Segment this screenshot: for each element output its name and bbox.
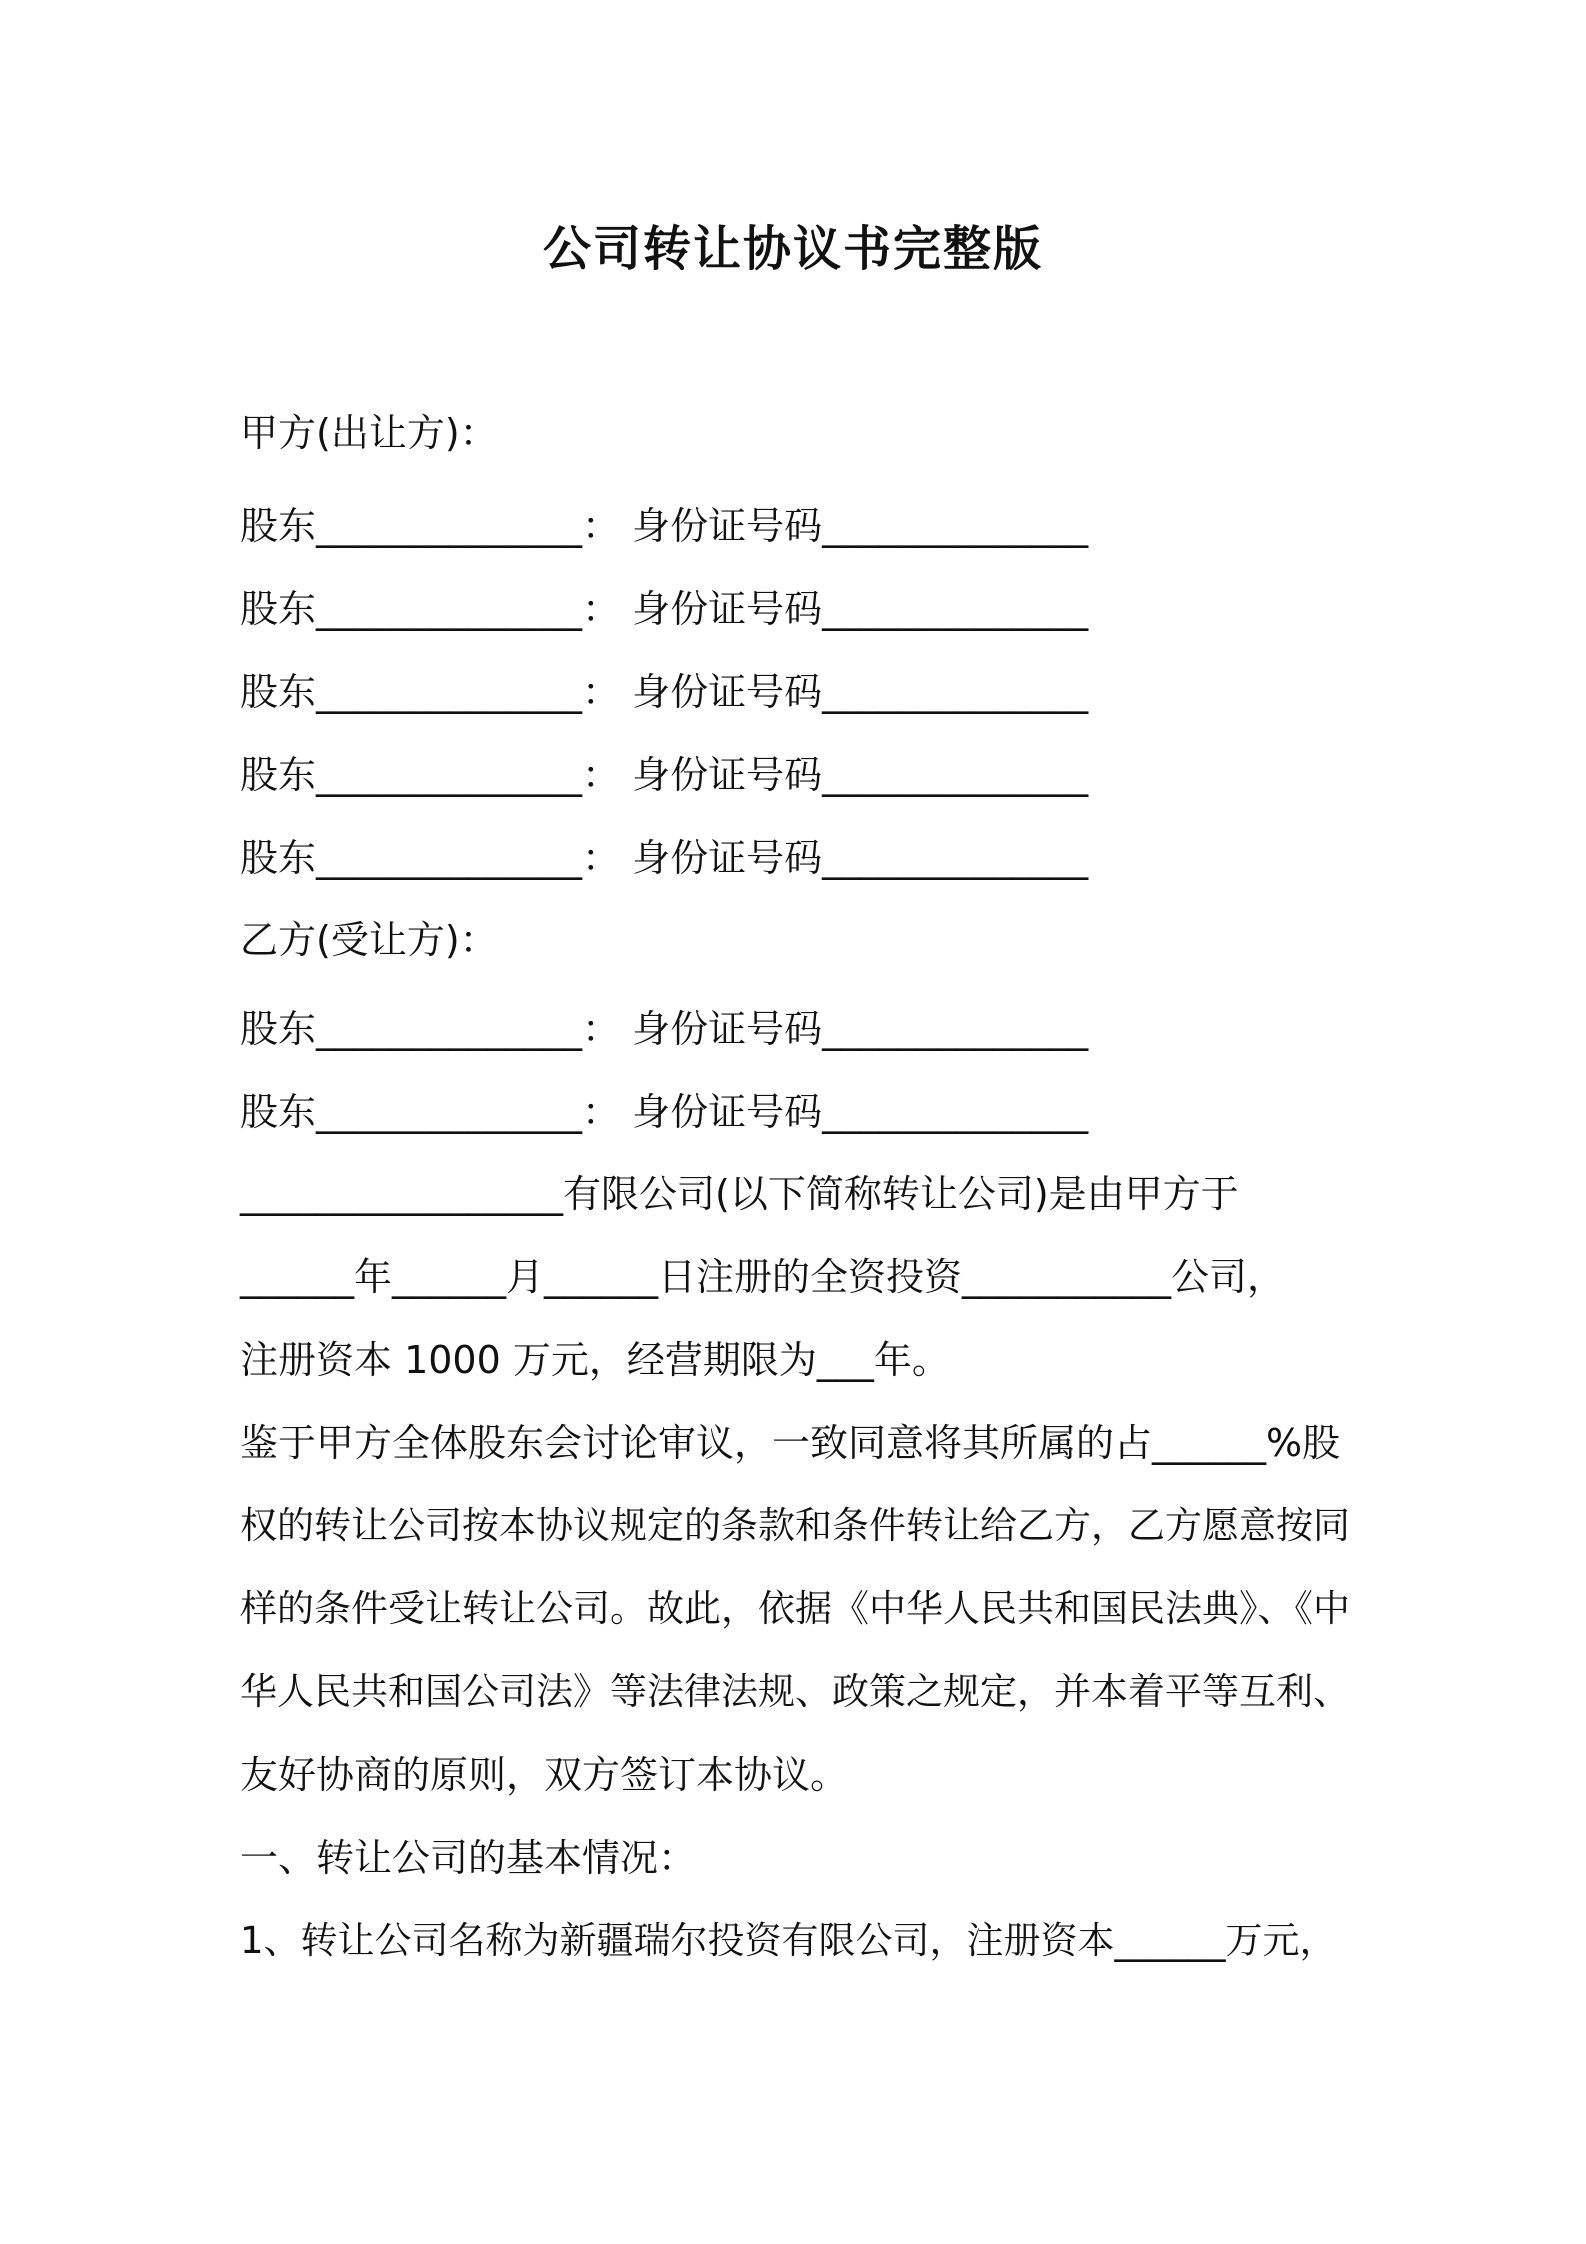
company-info-line: _________________有限公司(以下简称转让公司)是由甲方于: [240, 1172, 1239, 1216]
paragraph-line: 权的转让公司按本协议规定的条款和条件转让给乙方，乙方愿意按同: [240, 1504, 1350, 1547]
paragraph-line: 华人民共和国公司法》等法律法规、政策之规定，并本着平等互利、: [240, 1670, 1350, 1713]
paragraph-line: 鉴于甲方全体股东会讨论审议，一致同意将其所属的占______%股: [240, 1421, 1341, 1465]
company-info-line: ______年______月______日注册的全资投资___________公司，: [240, 1255, 1286, 1299]
party-a-shareholder-line: 股东______________： 身份证号码______________: [240, 504, 1089, 548]
party-b-heading: 乙方(受让方)：: [240, 918, 498, 962]
party-a-heading: 甲方(出让方)：: [240, 411, 498, 455]
party-b-shareholder-line: 股东______________： 身份证号码______________: [240, 1007, 1089, 1051]
party-a-shareholder-line: 股东______________： 身份证号码______________: [240, 753, 1089, 797]
document-title: 公司转让协议书完整版: [542, 221, 1043, 277]
party-a-shareholder-line: 股东______________： 身份证号码______________: [240, 587, 1089, 631]
paragraph-line: 友好协商的原则，双方签订本协议。: [240, 1753, 849, 1797]
company-info-line: 注册资本 1000 万元，经营期限为___年。: [240, 1338, 950, 1382]
party-a-shareholder-line: 股东______________： 身份证号码______________: [240, 670, 1089, 714]
party-a-shareholder-line: 股东______________： 身份证号码______________: [240, 836, 1089, 880]
paragraph-line: 样的条件受让转让公司。故此，依据《中华人民共和国民法典》、《中: [240, 1587, 1350, 1630]
section-item: 1、转让公司名称为新疆瑞尔投资有限公司，注册资本______万元，: [240, 1919, 1337, 1962]
section-heading: 一、转让公司的基本情况：: [240, 1836, 697, 1880]
party-b-shareholder-line: 股东______________： 身份证号码______________: [240, 1090, 1089, 1134]
